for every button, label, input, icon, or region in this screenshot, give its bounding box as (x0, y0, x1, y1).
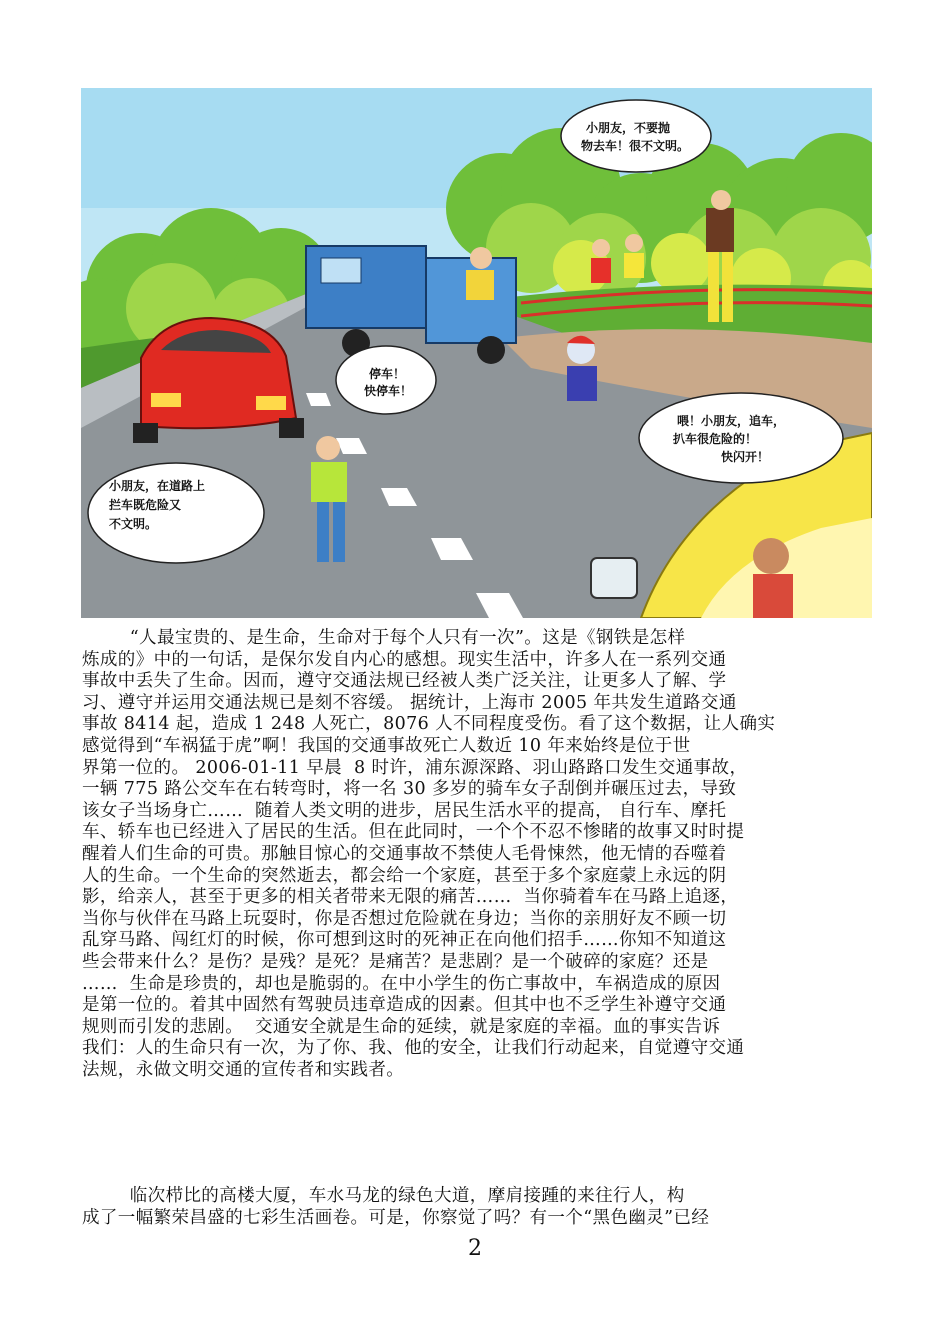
text-line: 事故中丢失了生命。因而，遵守交通法规已经被人类广泛关注，让更多人了解、学 (82, 671, 727, 692)
svg-text:扒车很危险的！: 扒车很危险的！ (673, 432, 758, 446)
svg-text:喂！小朋友，追车，: 喂！小朋友，追车， (677, 414, 786, 428)
text-line: 事故 8414 起，造成 1 248 人死亡，8076 人不同程度受伤。看了这个数据，让人确实 (82, 714, 776, 735)
text-line: 当你与伙伴在马路上玩耍时，你是否想过危险就在身边；当你的亲朋好友不顾一切 (82, 908, 727, 929)
text-line: 乱穿马路、闯红灯的时候，你可想到这时的死神正在向他们招手……你知不知道这 (82, 930, 727, 951)
paragraph-1 (82, 628, 872, 1081)
svg-text:拦车既危险又: 拦车既危险又 (109, 498, 182, 512)
text-line: 习、遵守并运用交通法规已是刻不容缓。 据统计，上海市 2005 年共发生道路交通 (82, 692, 737, 713)
text-line: 界第一位的。 2006-01-11 早晨 8 时许，浦东源深路、羽山路路口发生交通事故， (82, 757, 748, 778)
speech-bubble-top-right (561, 100, 711, 172)
text-line: 临次栉比的高楼大厦，车水马龙的绿色大道，摩肩接踵的来往行人，构 (82, 1186, 685, 1206)
text-line: 醒着人们生命的可贵。那触目惊心的交通事故不禁使人毛骨悚然，他无情的吞噬着 (82, 843, 727, 864)
text-line: 人的生命。一个生命的突然逝去，都会给一个家庭，甚至于多个家庭蒙上永远的阴 (82, 865, 727, 886)
text-line: 我们：人的生命只有一次，为了你、我、他的安全，让我们行动起来，自觉遵守交通 (82, 1038, 745, 1059)
svg-text:停车！: 停车！ (369, 367, 406, 381)
svg-text:小朋友，在道路上: 小朋友，在道路上 (109, 479, 206, 493)
svg-text:快闪开！: 快闪开！ (721, 450, 770, 464)
text-line: 车、轿车也已经进入了居民的生活。但在此同时，一个个不忍不惨睹的故事又时时提 (82, 822, 745, 843)
text-line: 一辆 775 路公交车在右转弯时，将一名 30 多岁的骑车女子刮倒并碾压过去，导致 (82, 779, 737, 800)
svg-text:不文明。: 不文明。 (109, 517, 158, 531)
text-line: 成了一幅繁荣昌盛的七彩生活画卷。可是，你察觉了吗？有一个“黑色幽灵”已经 (82, 1207, 710, 1228)
speech-bubble-left (88, 463, 264, 563)
svg-text:物去车！很不文明。: 物去车！很不文明。 (581, 139, 690, 153)
text-line: 法规，永做文明交通的宣传者和实践者。 (82, 1059, 405, 1080)
text-line: 该女子当场身亡…… 随着人类文明的进步，居民生活水平的提高， 自行车、摩托 (82, 800, 727, 821)
text-line: 感觉得到“车祸猛于虎”啊！我国的交通事故死亡人数近 10 年来始终是位于世 (82, 735, 691, 756)
page-number: 2 (468, 1236, 482, 1261)
speech-bubble-center (336, 346, 436, 414)
speech-bubble-right (639, 393, 843, 483)
svg-text:快停车！: 快停车！ (364, 384, 413, 398)
text-line: …… 生命是珍贵的，却也是脆弱的。在中小学生的伤亡事故中，车祸造成的原因 (82, 973, 721, 994)
text-line: 规则而引发的悲剧。 交通安全就是生命的延续，就是家庭的幸福。血的事实告诉 (82, 1016, 721, 1037)
text-line: “人最宝贵的、是生命，生命对于每个人只有一次”。这是《钢铁是怎样 (82, 628, 686, 648)
text-line: 是第一位的。着其中固然有驾驶员违章造成的因素。但其中也不乏学生补遵守交通 (82, 995, 727, 1016)
text-line: 影，给亲人，甚至于更多的相关者带来无限的痛苦…… 当你骑着车在马路上追逐， (82, 887, 739, 908)
text-line: 些会带来什么？是伤？是残？是死？是痛苦？是悲剧？是一个破碎的家庭？还是 (82, 951, 709, 972)
traffic-safety-illustration (81, 88, 872, 618)
text-line: 炼成的》中的一句话，是保尔发自内心的感想。现实生活中，许多人在一系列交通 (82, 649, 727, 670)
svg-text:小朋友，不要抛: 小朋友，不要抛 (586, 121, 671, 135)
paragraph-2 (82, 1186, 872, 1229)
